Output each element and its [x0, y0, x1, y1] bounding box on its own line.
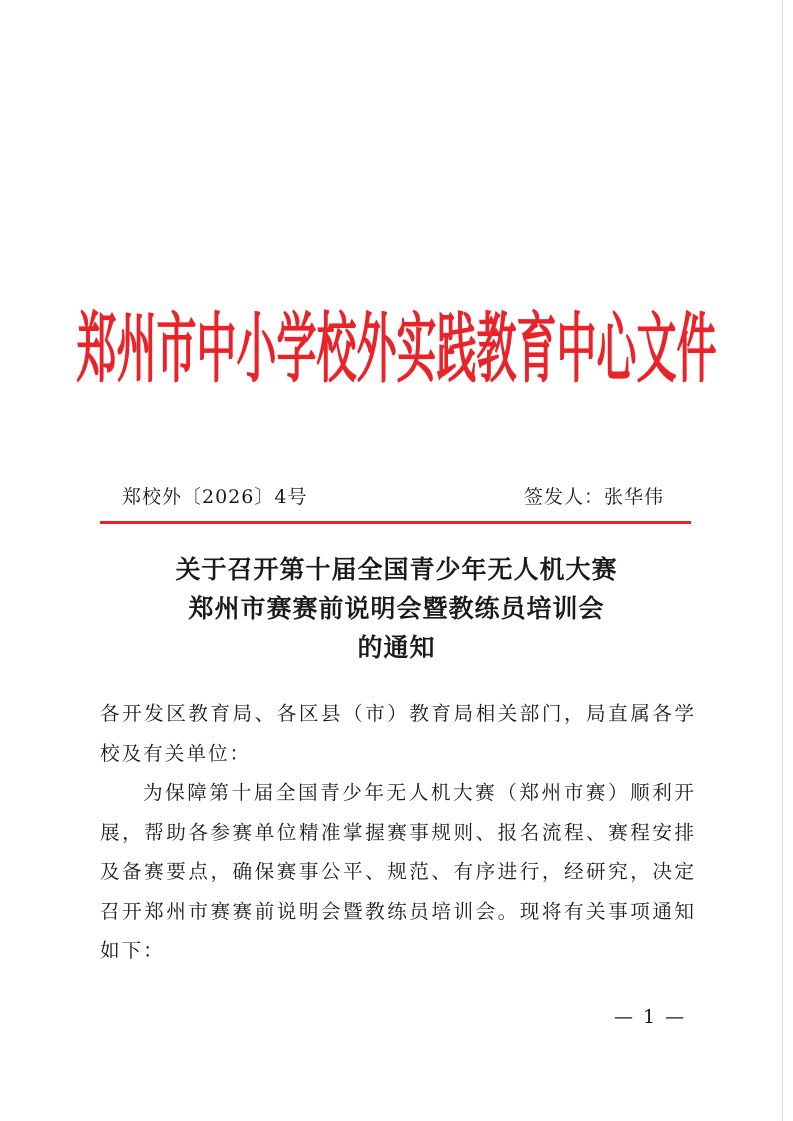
document-number: 郑校外〔2026〕4号: [122, 486, 308, 508]
masthead-title: 郑州市中小学校外实践教育中心文件: [76, 305, 717, 394]
signer: 签发人：张华伟: [524, 486, 665, 508]
recipients: 各开发区教育局、各区县（市）教育局相关部门，局直属各学校及有关单位：: [100, 702, 696, 765]
page-number: — 1 —: [614, 1006, 687, 1028]
red-divider-line: [100, 521, 691, 524]
masthead: [0, 288, 793, 398]
document-body: [100, 694, 696, 971]
body-paragraph: 为保障第十届全国青少年无人机大赛（郑州市赛）顺利开展，帮助各参赛单位精准掌握赛事规则、报名流程、赛程安排及备赛要点，确保赛事公平、规范、有序进行，经研究，决定召开郑州市赛赛前说明会暨教练员培训会。现将有关事项通知如下：: [100, 781, 696, 962]
title-line-2: 郑州市赛赛前说明会暨教练员培训会: [188, 594, 605, 623]
page-edge-line: [782, 0, 783, 1121]
title-line-1: 关于召开第十届全国青少年无人机大赛: [175, 555, 618, 584]
title-line-3: 的通知: [357, 633, 436, 662]
document-title: [60, 550, 733, 667]
